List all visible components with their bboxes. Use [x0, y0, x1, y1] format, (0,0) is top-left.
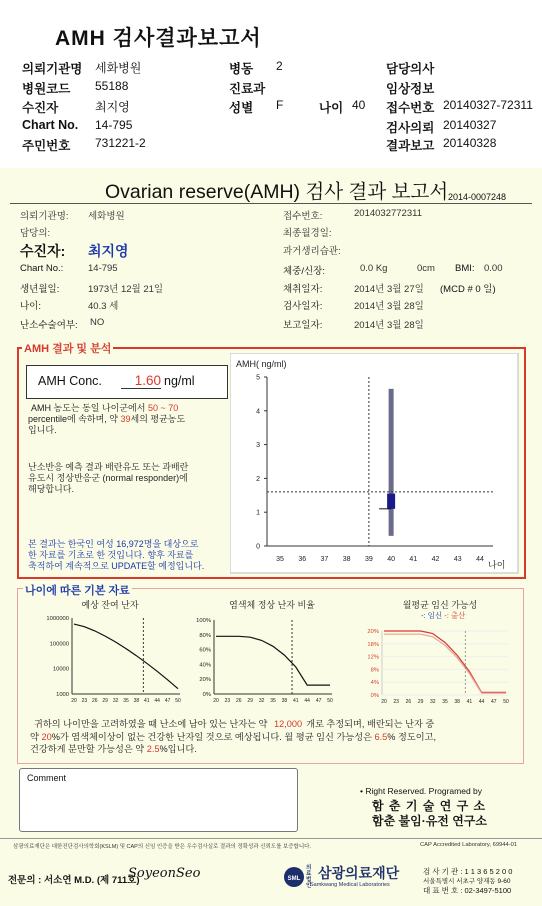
mini-chart-oocytes — [30, 598, 185, 704]
sex-label: 성별 — [229, 101, 254, 115]
age-data-title: 나이에 따른 기본 자료 — [23, 582, 132, 598]
comment-label: Comment — [27, 773, 67, 783]
signature: SoyeonSeo — [128, 866, 201, 881]
specialist-text: 전문의 : 서소연 M.D. (제 711호) — [8, 875, 140, 886]
ward-value: 2 — [276, 59, 283, 73]
title-rule — [10, 203, 532, 204]
amh-x-tick-label: 39 — [364, 556, 373, 563]
mini-x-tick-label: 38 — [454, 699, 460, 704]
amh-y-tick-label: 0 — [256, 543, 260, 551]
inner-report-value: 2014년 3월 28일 — [354, 320, 424, 331]
mini-y-tick-label: 100000 — [49, 641, 69, 648]
inner-title: Ovarian reserve(AMH) 검사 결과 보고서 — [105, 181, 449, 203]
mini-x-tick-label: 29 — [417, 699, 424, 704]
lab-name-2: 함춘 불임·유전 연구소 — [372, 814, 487, 828]
inner-accession-value: 2014032772311 — [354, 208, 422, 219]
amh-percentile-text: AMH 농도는 동일 나이군에서 50 ~ 70 percentile에 속하며, 약 39세의 평균농도 입니다. — [28, 403, 186, 435]
mini-x-tick-label: 23 — [393, 699, 399, 704]
amh-x-tick-label: 36 — [298, 556, 307, 563]
inner-patient-value: 최지영 — [88, 243, 129, 259]
mini-x-tick-label: 41 — [293, 698, 299, 704]
mini-y-tick-label: 12% — [367, 654, 379, 661]
age-summary-text: 귀하의 나이만을 고려하였을 때 난소에 남아 있는 난자는 약 12,000 개로 추정되며, 배란되는 난자 중 약 20%가 염색체이상이 없는 건강한 난자일 것으로 예상됩니다. 월 평균 임신 가능성은 6.5% 정도이고, 건강하게 분만할 가능성은 약 2.5%입니다. — [30, 719, 437, 754]
inner-doctor-label: 담당의: — [20, 228, 51, 239]
sex-value: F — [276, 98, 284, 112]
amh-x-tick-label: 40 — [387, 556, 396, 563]
report-title: AMH 검사결과보고서 — [55, 27, 262, 50]
amh-x-tick-label: 43 — [453, 556, 462, 563]
rights-text: • Right Reserved. Programed by — [360, 786, 483, 796]
mini-x-tick-label: 20 — [71, 698, 77, 704]
history-label: 과거생리습관: — [283, 246, 341, 257]
mini-chart-chromosome — [192, 598, 342, 704]
doctor-label: 담당의사 — [386, 62, 435, 76]
mini-y-tick-label: 20% — [367, 629, 379, 635]
inner-hospital-value: 세화병원 — [88, 211, 125, 222]
amh-data-note: 본 결과는 한국인 여성 16,972명을 대상으로 한 자료를 기초로 한 것입니다. 향후 자료를 축적하여 계속적으로 UPDATE할 예정입니다. — [28, 539, 205, 571]
lab-name-1: 함 춘 기 술 연 구 소 — [372, 799, 487, 813]
ward-label: 병동 — [229, 62, 254, 76]
dob-label: 생년월일: — [20, 284, 60, 295]
amh-x-tick-label: 44 — [476, 556, 484, 563]
phone: 대 표 번 호 : 02-3497-5100 — [423, 886, 512, 895]
mini-y-tick-label: 4% — [370, 680, 379, 687]
amh-y-tick-label: 4 — [256, 408, 260, 416]
chart-label: Chart No. — [22, 118, 79, 132]
mini-x-tick-label: 47 — [315, 698, 322, 704]
oocytes-title: 예상 잔여 난자 — [81, 600, 139, 610]
mini-y-tick-label: 18% — [367, 641, 379, 648]
hospcode-label: 병원코드 — [22, 82, 71, 96]
amh-chart-title: AMH( ng/ml) — [236, 359, 287, 369]
mini-x-tick-label: 41 — [144, 698, 150, 704]
mini-y-tick-label: 10000 — [52, 666, 69, 673]
pregnancy-curve — [384, 631, 506, 692]
collect-value: 2014년 3월 27일 — [354, 284, 424, 295]
id-value: 731221-2 — [95, 136, 146, 150]
accession-value: 20140327-72311 — [443, 98, 533, 112]
org-name: 삼광의료재단 — [318, 865, 400, 881]
mini-x-tick-label: 26 — [405, 699, 412, 704]
amh-section-title: AMH 결과 및 분석 — [22, 340, 113, 356]
test-date-value: 2014년 3월 28일 — [354, 301, 424, 312]
weight-value: 0.0 Kg — [360, 263, 388, 274]
mini-x-tick-label: 38 — [133, 698, 140, 704]
amh-y-tick-label: 1 — [256, 509, 260, 517]
amh-y-tick-label: 2 — [256, 475, 260, 483]
cert-note: 삼광의료재단은 대한진단검사의학회(KSLM) 및 CAP의 신임 인증을 받은 우수검사실로 결과의 정확성과 신뢰도를 보증합니다. — [13, 844, 312, 850]
id-label: 주민번호 — [22, 139, 71, 153]
org-name-en: Samkwang Medical Laboratories — [310, 882, 390, 888]
mini-x-tick-label: 35 — [270, 698, 276, 704]
amh-conc-unit: ng/ml — [164, 374, 195, 388]
inner-hospital-label: 의뢰기관명: — [20, 211, 69, 222]
report-date-label: 결과보고 — [386, 139, 435, 153]
age-value: 40 — [352, 98, 366, 112]
mini-y-tick-label: 1000000 — [46, 616, 69, 622]
clinical-label: 임상정보 — [386, 82, 435, 96]
chromosome-curve — [216, 636, 330, 685]
svg-text:SML: SML — [287, 876, 301, 882]
amh-y-tick-label: 5 — [256, 374, 260, 382]
amh-x-tick-label: 37 — [320, 556, 329, 563]
mini-x-tick-label: 38 — [281, 698, 288, 704]
mini-y-tick-label: 0% — [370, 693, 379, 699]
request-value: 20140327 — [443, 118, 497, 132]
amh-iqr-box — [387, 494, 395, 509]
inner-chart-label: Chart No.: — [20, 263, 64, 274]
inner-accession-label: 접수번호: — [283, 211, 323, 222]
bmi-label: BMI: — [455, 263, 475, 274]
weight-label: 체중/신장: — [283, 266, 325, 277]
request-label: 검사의뢰 — [386, 121, 435, 135]
collect-label: 채취일자: — [283, 284, 323, 295]
amh-x-tick-label: 35 — [276, 556, 284, 563]
dept-label: 진료과 — [229, 82, 266, 96]
mini-x-tick-label: 47 — [164, 698, 171, 704]
hospital-value: 세화병원 — [95, 61, 142, 75]
mini-y-tick-label: 60% — [199, 647, 211, 654]
amh-chart-xlabel: 나이 — [488, 560, 506, 570]
mini-chart-pregnancy — [350, 598, 514, 704]
height-value: 0cm — [417, 263, 435, 274]
amh-conc-label: AMH Conc. — [38, 374, 102, 388]
pregnancy-title: 월평균 임신 가능성 — [402, 600, 478, 610]
amh-chart — [230, 353, 520, 575]
mini-x-tick-label: 20 — [381, 699, 387, 704]
hospcode-value: 55188 — [95, 79, 129, 93]
inner-patient-label: 수진자: — [20, 243, 66, 259]
patient-value: 최지영 — [95, 100, 130, 114]
mini-x-tick-label: 32 — [258, 698, 265, 704]
mini-x-tick-label: 35 — [123, 698, 129, 704]
mini-x-tick-label: 44 — [304, 698, 310, 704]
mini-x-tick-label: 35 — [442, 699, 448, 704]
amh-x-tick-label: 41 — [409, 556, 418, 563]
mini-y-tick-label: 80% — [199, 632, 211, 639]
inst-code: 검 사 기 관 : 1 1 3 6 5 2 0 0 — [423, 867, 513, 876]
mini-y-tick-label: 100% — [196, 618, 211, 624]
last-period-label: 최종월경일: — [283, 228, 332, 239]
mini-x-tick-label: 50 — [503, 699, 509, 704]
amh-x-tick-label: 42 — [431, 556, 440, 563]
test-date-label: 검사일자: — [283, 301, 323, 312]
amh-range-bar — [389, 389, 394, 536]
doc-number: 2014-0007248 — [448, 192, 507, 202]
chromosome-title: 염색체 정상 난자 비율 — [229, 600, 315, 610]
sml-logo-icon — [283, 866, 305, 888]
amh-response-text: 난소반응 예측 결과 배란유도 또는 과배란 유도시 정상반응군 (normal responder)에 해당합니다. — [28, 462, 189, 494]
chart-value: 14-795 — [95, 118, 133, 132]
mini-x-tick-label: 44 — [478, 699, 485, 704]
mini-x-tick-label: 47 — [491, 699, 497, 704]
mini-x-tick-label: 41 — [466, 699, 473, 704]
patient-label: 수진자 — [22, 101, 59, 115]
inner-report-label: 보고일자: — [283, 320, 323, 331]
mini-x-tick-label: 23 — [224, 698, 231, 704]
mini-x-tick-label: 44 — [154, 698, 160, 704]
hospital-label: 의뢰기관명 — [22, 62, 83, 76]
inner-chart-value: 14-795 — [88, 263, 118, 274]
address: 서울특별시 서초구 양재동 9-60 — [423, 878, 511, 885]
age-label: 나이 — [319, 101, 344, 115]
mini-y-tick-label: 0% — [202, 692, 211, 698]
inner-age-value: 40.3 세 — [88, 301, 119, 312]
pregnancy-legend: -: 임신 -: 출산 — [421, 611, 466, 620]
mini-x-tick-label: 50 — [327, 698, 333, 704]
surgery-value: NO — [90, 317, 105, 328]
accession-label: 접수번호 — [386, 101, 435, 115]
mini-x-tick-label: 32 — [430, 699, 436, 704]
amh-conc-value: 1.60 — [121, 373, 161, 389]
mini-x-tick-label: 20 — [213, 698, 219, 704]
mini-x-tick-label: 32 — [112, 698, 119, 704]
report-date-value: 20140328 — [443, 136, 497, 150]
mini-y-tick-label: 1000 — [56, 692, 69, 698]
mcd-value: (MCD # 0 일) — [440, 284, 496, 295]
mini-x-tick-label: 29 — [247, 698, 253, 704]
surgery-label: 난소수술여부: — [20, 320, 78, 331]
mini-y-tick-label: 8% — [370, 667, 379, 674]
mini-x-tick-label: 26 — [92, 698, 98, 704]
cap-text: CAP Accredited Laboratory, 69944-01 — [420, 842, 518, 848]
amh-y-tick-label: 3 — [256, 442, 260, 450]
amh-chart-frame — [230, 353, 518, 573]
mini-y-tick-label: 20% — [199, 677, 211, 684]
oocytes-curve — [74, 624, 178, 689]
dob-value: 1973년 12월 21일 — [88, 284, 164, 295]
amh-x-tick-label: 38 — [342, 556, 351, 563]
org-small: 의료법인 — [306, 865, 312, 889]
mini-y-tick-label: 40% — [199, 662, 211, 669]
bmi-value: 0.00 — [484, 263, 503, 274]
mini-x-tick-label: 26 — [236, 698, 242, 704]
footer-rule — [0, 838, 542, 839]
mini-x-tick-label: 50 — [175, 698, 181, 704]
inner-age-label: 나이: — [20, 301, 41, 312]
mini-x-tick-label: 23 — [81, 698, 88, 704]
mini-x-tick-label: 29 — [102, 698, 108, 704]
